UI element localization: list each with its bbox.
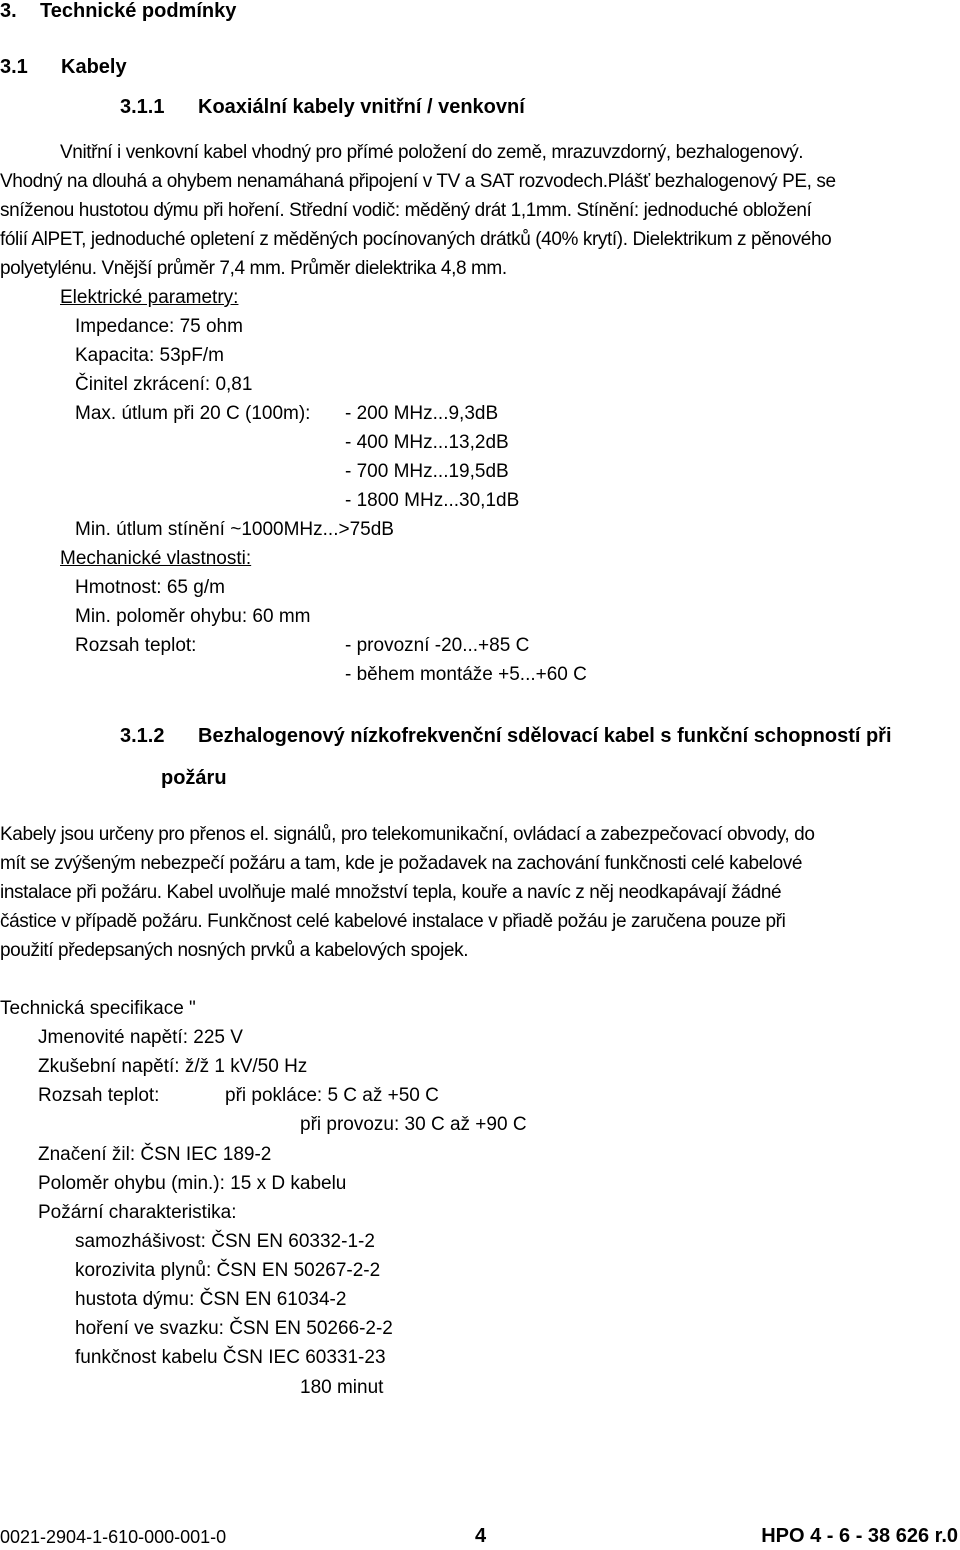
temperature-laying: při pokláce: 5 C až +50 C	[225, 1085, 439, 1106]
fire-characteristic-item: funkčnost kabelu ČSN IEC 60331-23	[75, 1347, 386, 1368]
heading-3-1-number: 3.1	[0, 56, 28, 78]
attenuation-value: - 400 MHz...13,2dB	[345, 432, 509, 453]
heading-3-1-title: Kabely	[61, 56, 127, 78]
tech-spec-title: Technická specifikace "	[0, 998, 196, 1019]
temperature-range-label: Rozsah teplot:	[38, 1085, 160, 1106]
temperature-operation: při provozu: 30 C až +90 C	[300, 1114, 527, 1135]
electrical-params-title: Elektrické parametry:	[60, 287, 239, 308]
footer-doc-code: 0021-2904-1-610-000-001-0	[0, 1527, 227, 1547]
fire-intro-line: Kabely jsou určeny pro přenos el. signálů, pro telekomunikační, ovládací a zabezpečovací obvody, do	[0, 824, 815, 845]
rated-voltage: Jmenovité napětí: 225 V	[38, 1027, 243, 1048]
temperature-install: - během montáže +5...+60 C	[345, 664, 587, 685]
coax-intro-line: polyetylénu. Vnější průměr 7,4 mm. Průměr dielektrika 4,8 mm.	[0, 258, 507, 279]
core-marking: Značení žil: ČSN IEC 189-2	[38, 1144, 272, 1165]
fire-intro-line: mít se zvýšeným nebezpečí požáru a tam, kde je požadavek na zachování funkčnosti celé kabelové	[0, 853, 803, 874]
impedance: Impedance: 75 ohm	[75, 316, 243, 337]
attenuation-label: Max. útlum při 20 C (100m):	[75, 403, 311, 424]
temperature-operating: - provozní -20...+85 C	[345, 635, 530, 656]
footer-product-code: HPO 4 - 6 - 38 626 r.0	[761, 1525, 958, 1547]
mechanical-props-title: Mechanické vlastnosti:	[60, 548, 252, 569]
fire-intro-line: instalace při požáru. Kabel uvolňuje malé množství tepla, kouře a navíc z něj neodkapávají žádné	[0, 882, 782, 903]
weight: Hmotnost: 65 g/m	[75, 577, 225, 598]
fire-intro-line: částice v případě požáru. Funkčnost celé kabelové instalace v přiadě požáu je zaručena pouze při	[0, 911, 786, 932]
bend-radius: Min. poloměr ohybu: 60 mm	[75, 606, 311, 627]
shield-attenuation: Min. útlum stínění ~1000MHz...>75dB	[75, 519, 394, 540]
attenuation-value: - 700 MHz...19,5dB	[345, 461, 509, 482]
heading-3-1-1-title: Koaxiální kabely vnitřní / venkovní	[198, 96, 525, 118]
footer-page-number: 4	[475, 1525, 487, 1547]
fire-intro-line: použití předepsaných nosných prvků a kabelových spojek.	[0, 940, 469, 961]
fire-characteristic-item: samozhášivost: ČSN EN 60332-1-2	[75, 1231, 375, 1252]
heading-3-1-2-number: 3.1.2	[120, 725, 165, 747]
fire-characteristic-item: korozivita plynů: ČSN EN 50267-2-2	[75, 1260, 381, 1281]
bend-radius-min: Poloměr ohybu (min.): 15 x D kabelu	[38, 1173, 347, 1194]
coax-intro-line: fólií AlPET, jednoduché opletení z měděných pocínovaných drátků (40% krytí). Dielektrikum z pěnového	[0, 229, 832, 250]
fire-characteristic-item: hustota dýmu: ČSN EN 61034-2	[75, 1289, 347, 1310]
coax-intro-line: sníženou hustotou dýmu při hoření. Střední vodič: měděný drát 1,1mm. Stínění: jednoduché obložení	[0, 200, 812, 221]
fire-duration: 180 minut	[300, 1377, 384, 1398]
attenuation-value: - 200 MHz...9,3dB	[345, 403, 499, 424]
coax-intro-line: Vhodný na dlouhá a ohybem nenamáhaná připojení v TV a SAT rozvodech.Plášť bezhalogenový PE, se	[0, 171, 836, 192]
heading-3-number: 3.	[0, 0, 17, 22]
temperature-range-label: Rozsah teplot:	[75, 635, 197, 656]
fire-characteristics-title: Požární charakteristika:	[38, 1202, 237, 1223]
shortening-factor: Činitel zkrácení: 0,81	[75, 374, 253, 395]
heading-3-title: Technické podmínky	[40, 0, 237, 22]
capacitance: Kapacita: 53pF/m	[75, 345, 224, 366]
fire-characteristic-item: hoření ve svazku: ČSN EN 50266-2-2	[75, 1318, 393, 1339]
coax-intro-line: Vnitřní i venkovní kabel vhodný pro přímé položení do země, mrazuvzdorný, bezhalogenový.	[60, 142, 804, 163]
attenuation-value: - 1800 MHz...30,1dB	[345, 490, 520, 511]
heading-3-1-2-title: Bezhalogenový nízkofrekvenční sdělovací kabel s funkční schopností při	[198, 725, 892, 747]
heading-3-1-2-title-continued: požáru	[161, 767, 227, 789]
heading-3-1-1-number: 3.1.1	[120, 96, 165, 118]
test-voltage: Zkušební napětí: ž/ž 1 kV/50 Hz	[38, 1056, 308, 1077]
